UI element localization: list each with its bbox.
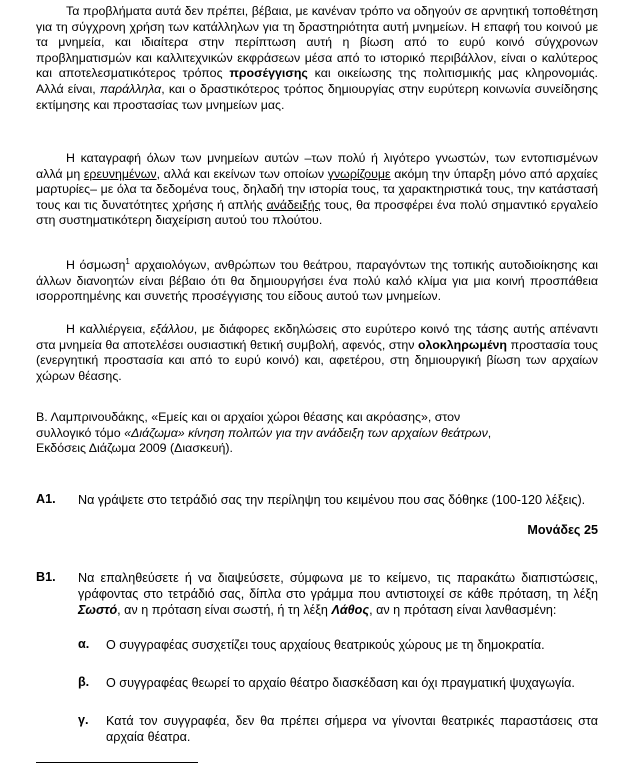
underlined-term: ανάδειξής (266, 197, 321, 212)
italic-term: εξάλλου (150, 322, 194, 336)
passage-paragraph-3 (36, 258, 598, 305)
text-run: Η καλλιέργεια, (66, 322, 151, 336)
text-run: συλλογικό τόμο (36, 425, 125, 440)
text-run: Η καταγραφή όλων των μνημείων αυτών –των πολύ ή λιγότερο γνωστών, των εντοπισμένων αλλά μη (36, 151, 598, 181)
subitem-text: Ο συγγραφέας συσχετίζει τους αρχαίους θεατρικούς χώρους με τη δημοκρατία. (106, 638, 545, 652)
text-run: , αν η πρόταση είναι λανθασμένη: (369, 603, 557, 617)
footnote-marker: 1 (125, 256, 130, 266)
question-label-a1: Α1. (36, 492, 56, 506)
footnote-divider (36, 762, 198, 763)
subitem-label: γ. (78, 713, 89, 727)
text-run: , αλλά και εκείνων των οποίων (156, 166, 328, 181)
underlined-term: ερευνημένων (83, 166, 157, 181)
bold-term: προσέγγισης (229, 66, 308, 81)
text-run: , και ο δραστικότερος τρόπος δημιουργίας στην ευρύτερη κοινωνία συνείδησης εκτίμησης και προστασίας των μνημείων μας. (36, 81, 598, 112)
points-a1: Μονάδες 25 (527, 523, 598, 537)
text-run: , αν η πρόταση είναι σωστή, ή τη λέξη (117, 603, 332, 617)
subitem-text: Κατά τον συγγραφέα, δεν θα πρέπει σήμερα να γίνονται θεατρικές παραστάσεις στα αρχαία θέατρα. (106, 714, 598, 744)
bold-term: ολοκληρωμένη (417, 337, 507, 352)
italic-title: «Διάζωμα» κίνηση πολιτών για την ανάδειξη των αρχαίων θεάτρων (124, 425, 488, 440)
text-run: Η όσμωση (66, 258, 126, 272)
passage-paragraph-2 (36, 151, 598, 229)
source-citation (36, 410, 598, 457)
italic-term: παράλληλα (99, 81, 162, 96)
subitem-label: β. (78, 675, 90, 689)
source-line: Εκδόσεις Διάζωμα 2009 (Διασκευή). (36, 441, 233, 456)
question-label-b1: Β1. (36, 570, 56, 584)
text-run: ακόμη την ύπαρξη μόνο από αρχαίες μαρτυρίες– με όλα τα δεδομένα τους, δηλαδή την ιστορία τους, τα χαρακτηριστικά τους, την κατάστασή τους και τις δυνατότητες χρήσης ή απλής (36, 166, 598, 212)
text-run: Τα προβλήματα αυτά δεν πρέπει, βέβαια, με κανέναν τρόπο να οδηγούν σε αρνητική τοποθέτηση για τη σύγχρονη χρήση των κατάλληλων για τη δραστηριότητα αυτή μνημείων. Η επαφή του κοινού με τα μνημεία, και ιδιαίτερα στην περίπτωση αυτή η βίωση από το ευρύ κοινό σύγχρονων προβληματισμών και καλλιτεχνικών εκφράσεων μέσα από το ιστορικό περιβάλλον, είναι ο καλύτερος και αποτελεσματικότερος τρόπος (36, 4, 598, 81)
text-run: αρχαιολόγων, ανθρώπων του θεάτρου, παραγόντων της τοπικής αυτοδιοίκησης και άλλων διανοητών είναι βέβαιο ότι θα δημιουργήσει ένα πολύ καλό κλίμα για μια κοινή προσπάθεια ισορροπημένης και συνετής προσέγγισης του είδους αυτού των μνημείων. (36, 258, 599, 304)
keyword-false: Λάθος (331, 603, 370, 617)
underlined-term: γνωρίζουμε (327, 166, 391, 181)
text-run: Να επαληθεύσετε ή να διαψεύσετε, σύμφωνα με το κείμενο, τις παρακάτω διαπιστώσεις, γράφοντας στο τετράδιό σας, δίπλα στο γράμμα που αντιστοιχεί σε κάθε πρόταση, τη λέξη (78, 571, 598, 601)
passage-paragraph-4 (36, 322, 598, 384)
passage-paragraph-1 (36, 4, 598, 113)
source-line: Β. Λαμπρινουδάκης, «Εμείς και οι αρχαίοι χώροι θέασης και ακρόασης», στον (36, 410, 461, 424)
question-a1-text: Να γράψετε στο τετράδιό σας την περίληψη του κειμένου που σας δόθηκε (100-120 λέξεις). (78, 493, 586, 507)
subitem-text: Ο συγγραφέας θεωρεί το αρχαίο θέατρο διασκέδαση και όχι πραγματική ψυχαγωγία. (106, 676, 575, 690)
text-run: , με διάφορες εκδηλώσεις στο ευρύτερο κοινό της τάσης αυτής απέναντι στα μνημεία θα αποτελέσει ουσιαστική θετική συμβολή, αφενός, στην (36, 322, 598, 352)
question-b1-text (78, 570, 598, 618)
text-run: και οικείωσης της πολιτισμικής μας κληρονομιάς. Αλλά είναι, (36, 66, 598, 96)
subitem-label: α. (78, 637, 90, 651)
source-line (36, 426, 598, 442)
text-run: προστασία τους (ενεργητική προστασία και από το ευρύ κοινό) και, αφετέρου, στη δημιουργική βίωση των αρχαίων χώρων θέασης. (36, 337, 599, 383)
text-run: , (487, 425, 492, 440)
text-run: τους, θα προσφέρει ένα πολύ σημαντικό εργαλείο στη συστηματικότερη διαχείριση αυτού του πλούτου. (36, 197, 599, 228)
keyword-true: Σωστό (78, 603, 118, 617)
